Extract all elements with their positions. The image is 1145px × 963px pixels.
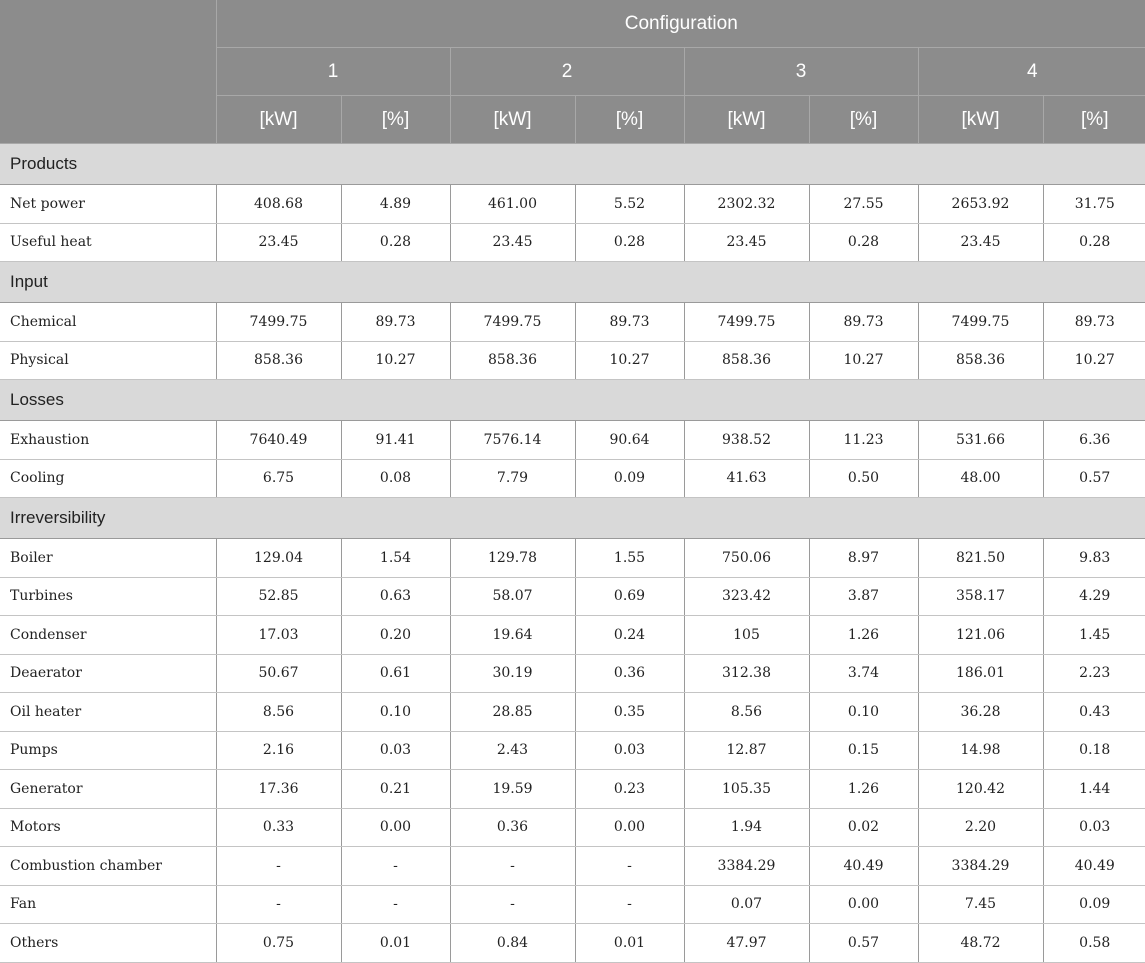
table-row	[0, 577, 1145, 616]
value-percent-cell: 0.50	[809, 459, 918, 498]
row-label: Net power	[0, 185, 216, 224]
table-row	[0, 885, 1145, 924]
value-percent-cell: 6.36	[1043, 421, 1145, 460]
value-percent-cell: 4.29	[1043, 577, 1145, 616]
value-percent-cell: 0.28	[341, 223, 450, 262]
value-percent-cell: 40.49	[1043, 847, 1145, 886]
value-kw-cell: 858.36	[216, 341, 341, 380]
value-percent-cell: 0.58	[1043, 924, 1145, 963]
value-kw-cell: 7.45	[918, 885, 1043, 924]
value-percent-cell: 1.55	[575, 539, 684, 578]
value-percent-cell: 89.73	[575, 303, 684, 342]
value-kw-cell: 7499.75	[684, 303, 809, 342]
value-percent-cell: 0.63	[341, 577, 450, 616]
value-percent-cell: 0.43	[1043, 693, 1145, 732]
value-kw-cell: 358.17	[918, 577, 1043, 616]
table-row	[0, 185, 1145, 224]
value-kw-cell: 48.72	[918, 924, 1043, 963]
value-percent-cell: 0.61	[341, 654, 450, 693]
value-kw-cell: 23.45	[918, 223, 1043, 262]
value-kw-cell: 186.01	[918, 654, 1043, 693]
config-header-4: 4	[918, 48, 1145, 96]
value-percent-cell: 0.00	[575, 808, 684, 847]
table-row	[0, 731, 1145, 770]
row-label: Chemical	[0, 303, 216, 342]
value-kw-cell: 858.36	[684, 341, 809, 380]
value-percent-cell: 10.27	[809, 341, 918, 380]
value-kw-cell: 129.78	[450, 539, 575, 578]
value-percent-cell: 0.03	[1043, 808, 1145, 847]
value-percent-cell: 10.27	[1043, 341, 1145, 380]
value-percent-cell: 0.28	[575, 223, 684, 262]
value-kw-cell: 19.59	[450, 770, 575, 809]
value-kw-cell: 14.98	[918, 731, 1043, 770]
value-kw-cell: 938.52	[684, 421, 809, 460]
value-percent-cell: -	[341, 847, 450, 886]
value-kw-cell: 50.67	[216, 654, 341, 693]
row-label: Cooling	[0, 459, 216, 498]
value-percent-cell: 0.35	[575, 693, 684, 732]
value-percent-cell: 0.01	[575, 924, 684, 963]
value-percent-cell: 0.18	[1043, 731, 1145, 770]
header-corner	[0, 0, 216, 144]
value-percent-cell: 0.20	[341, 616, 450, 655]
value-kw-cell: 121.06	[918, 616, 1043, 655]
value-kw-cell: 2302.32	[684, 185, 809, 224]
value-kw-cell: 52.85	[216, 577, 341, 616]
value-kw-cell: 48.00	[918, 459, 1043, 498]
value-percent-cell: 0.02	[809, 808, 918, 847]
value-percent-cell: 0.23	[575, 770, 684, 809]
value-kw-cell: 105	[684, 616, 809, 655]
value-percent-cell: 90.64	[575, 421, 684, 460]
value-percent-cell: -	[575, 847, 684, 886]
value-percent-cell: 0.00	[809, 885, 918, 924]
value-percent-cell: 0.69	[575, 577, 684, 616]
value-percent-cell: 89.73	[809, 303, 918, 342]
value-kw-cell: 0.84	[450, 924, 575, 963]
table-row	[0, 693, 1145, 732]
value-kw-cell: 41.63	[684, 459, 809, 498]
value-kw-cell: 17.03	[216, 616, 341, 655]
value-percent-cell: 0.28	[1043, 223, 1145, 262]
value-percent-cell: 89.73	[341, 303, 450, 342]
value-percent-cell: 91.41	[341, 421, 450, 460]
value-kw-cell: 47.97	[684, 924, 809, 963]
section-row	[0, 380, 1145, 421]
value-percent-cell: 0.10	[341, 693, 450, 732]
value-percent-cell: 1.26	[809, 770, 918, 809]
unit-header: [%]	[575, 96, 684, 144]
table-row	[0, 770, 1145, 809]
value-kw-cell: 8.56	[684, 693, 809, 732]
value-percent-cell: 4.89	[341, 185, 450, 224]
value-percent-cell: 5.52	[575, 185, 684, 224]
row-label: Deaerator	[0, 654, 216, 693]
value-kw-cell: 120.42	[918, 770, 1043, 809]
value-kw-cell: 821.50	[918, 539, 1043, 578]
config-header-2: 2	[450, 48, 684, 96]
unit-header: [kW]	[450, 96, 575, 144]
value-kw-cell: 58.07	[450, 577, 575, 616]
table-row	[0, 223, 1145, 262]
value-kw-cell: 28.85	[450, 693, 575, 732]
table-row	[0, 303, 1145, 342]
row-label: Generator	[0, 770, 216, 809]
value-kw-cell: 36.28	[918, 693, 1043, 732]
value-kw-cell: 7499.75	[450, 303, 575, 342]
value-percent-cell: 0.09	[575, 459, 684, 498]
config-header-1: 1	[216, 48, 450, 96]
value-kw-cell: 0.33	[216, 808, 341, 847]
value-percent-cell: 3.74	[809, 654, 918, 693]
unit-header: [kW]	[684, 96, 809, 144]
row-label: Pumps	[0, 731, 216, 770]
value-kw-cell: 17.36	[216, 770, 341, 809]
table-row	[0, 459, 1145, 498]
value-kw-cell: 3384.29	[684, 847, 809, 886]
value-kw-cell: 531.66	[918, 421, 1043, 460]
value-kw-cell: 7499.75	[216, 303, 341, 342]
value-percent-cell: 2.23	[1043, 654, 1145, 693]
value-percent-cell: 0.10	[809, 693, 918, 732]
value-kw-cell: 8.56	[216, 693, 341, 732]
value-percent-cell: 31.75	[1043, 185, 1145, 224]
value-kw-cell: 19.64	[450, 616, 575, 655]
table-header	[0, 0, 1145, 144]
table-row	[0, 421, 1145, 460]
value-kw-cell: 23.45	[684, 223, 809, 262]
row-label: Exhaustion	[0, 421, 216, 460]
value-kw-cell: 323.42	[684, 577, 809, 616]
value-percent-cell: 0.36	[575, 654, 684, 693]
value-percent-cell: 0.28	[809, 223, 918, 262]
value-kw-cell: -	[450, 885, 575, 924]
value-percent-cell: 27.55	[809, 185, 918, 224]
value-kw-cell: 129.04	[216, 539, 341, 578]
value-percent-cell: 1.44	[1043, 770, 1145, 809]
table-row	[0, 616, 1145, 655]
value-kw-cell: 461.00	[450, 185, 575, 224]
value-percent-cell: 10.27	[575, 341, 684, 380]
value-percent-cell: 0.57	[1043, 459, 1145, 498]
value-percent-cell: 0.08	[341, 459, 450, 498]
section-title: Irreversibility	[0, 498, 1145, 539]
value-percent-cell: 0.57	[809, 924, 918, 963]
table-row	[0, 341, 1145, 380]
row-label: Others	[0, 924, 216, 963]
section-row	[0, 262, 1145, 303]
configuration-header: Configuration	[216, 0, 1145, 48]
value-kw-cell: 23.45	[216, 223, 341, 262]
value-kw-cell: -	[216, 885, 341, 924]
value-percent-cell: 0.15	[809, 731, 918, 770]
value-percent-cell: 1.26	[809, 616, 918, 655]
value-kw-cell: 7576.14	[450, 421, 575, 460]
value-kw-cell: 2653.92	[918, 185, 1043, 224]
value-percent-cell: 9.83	[1043, 539, 1145, 578]
value-percent-cell: 1.54	[341, 539, 450, 578]
section-row	[0, 144, 1145, 185]
value-kw-cell: 2.20	[918, 808, 1043, 847]
row-label: Condenser	[0, 616, 216, 655]
row-label: Physical	[0, 341, 216, 380]
value-percent-cell: 89.73	[1043, 303, 1145, 342]
value-percent-cell: 0.03	[575, 731, 684, 770]
row-label: Useful heat	[0, 223, 216, 262]
value-percent-cell: 0.09	[1043, 885, 1145, 924]
section-row	[0, 498, 1145, 539]
section-title: Input	[0, 262, 1145, 303]
value-kw-cell: 750.06	[684, 539, 809, 578]
row-label: Boiler	[0, 539, 216, 578]
table-row	[0, 847, 1145, 886]
value-kw-cell: 7640.49	[216, 421, 341, 460]
value-percent-cell: 0.01	[341, 924, 450, 963]
value-kw-cell: 858.36	[450, 341, 575, 380]
value-kw-cell: -	[450, 847, 575, 886]
value-kw-cell: 6.75	[216, 459, 341, 498]
row-label: Turbines	[0, 577, 216, 616]
value-percent-cell: 10.27	[341, 341, 450, 380]
value-percent-cell: 0.00	[341, 808, 450, 847]
value-kw-cell: 7499.75	[918, 303, 1043, 342]
value-percent-cell: 1.45	[1043, 616, 1145, 655]
table-row	[0, 654, 1145, 693]
value-kw-cell: -	[216, 847, 341, 886]
section-title: Products	[0, 144, 1145, 185]
value-kw-cell: 30.19	[450, 654, 575, 693]
value-kw-cell: 105.35	[684, 770, 809, 809]
value-kw-cell: 3384.29	[918, 847, 1043, 886]
value-percent-cell: -	[341, 885, 450, 924]
row-label: Motors	[0, 808, 216, 847]
value-percent-cell: 11.23	[809, 421, 918, 460]
value-percent-cell: 0.24	[575, 616, 684, 655]
value-kw-cell: 858.36	[918, 341, 1043, 380]
unit-header: [kW]	[216, 96, 341, 144]
table-row	[0, 924, 1145, 963]
row-label: Oil heater	[0, 693, 216, 732]
value-percent-cell: -	[575, 885, 684, 924]
config-header-3: 3	[684, 48, 918, 96]
unit-header: [%]	[341, 96, 450, 144]
value-kw-cell: 0.07	[684, 885, 809, 924]
value-percent-cell: 40.49	[809, 847, 918, 886]
value-kw-cell: 408.68	[216, 185, 341, 224]
row-label: Combustion chamber	[0, 847, 216, 886]
value-percent-cell: 0.21	[341, 770, 450, 809]
value-kw-cell: 7.79	[450, 459, 575, 498]
value-kw-cell: 12.87	[684, 731, 809, 770]
value-kw-cell: 2.16	[216, 731, 341, 770]
value-kw-cell: 0.75	[216, 924, 341, 963]
value-kw-cell: 23.45	[450, 223, 575, 262]
value-percent-cell: 8.97	[809, 539, 918, 578]
unit-header: [kW]	[918, 96, 1043, 144]
value-kw-cell: 1.94	[684, 808, 809, 847]
unit-header: [%]	[809, 96, 918, 144]
value-kw-cell: 0.36	[450, 808, 575, 847]
value-percent-cell: 3.87	[809, 577, 918, 616]
row-label: Fan	[0, 885, 216, 924]
unit-header: [%]	[1043, 96, 1145, 144]
table-row	[0, 539, 1145, 578]
value-kw-cell: 2.43	[450, 731, 575, 770]
value-percent-cell: 0.03	[341, 731, 450, 770]
value-kw-cell: 312.38	[684, 654, 809, 693]
table-body	[0, 144, 1145, 963]
table-row	[0, 808, 1145, 847]
section-title: Losses	[0, 380, 1145, 421]
